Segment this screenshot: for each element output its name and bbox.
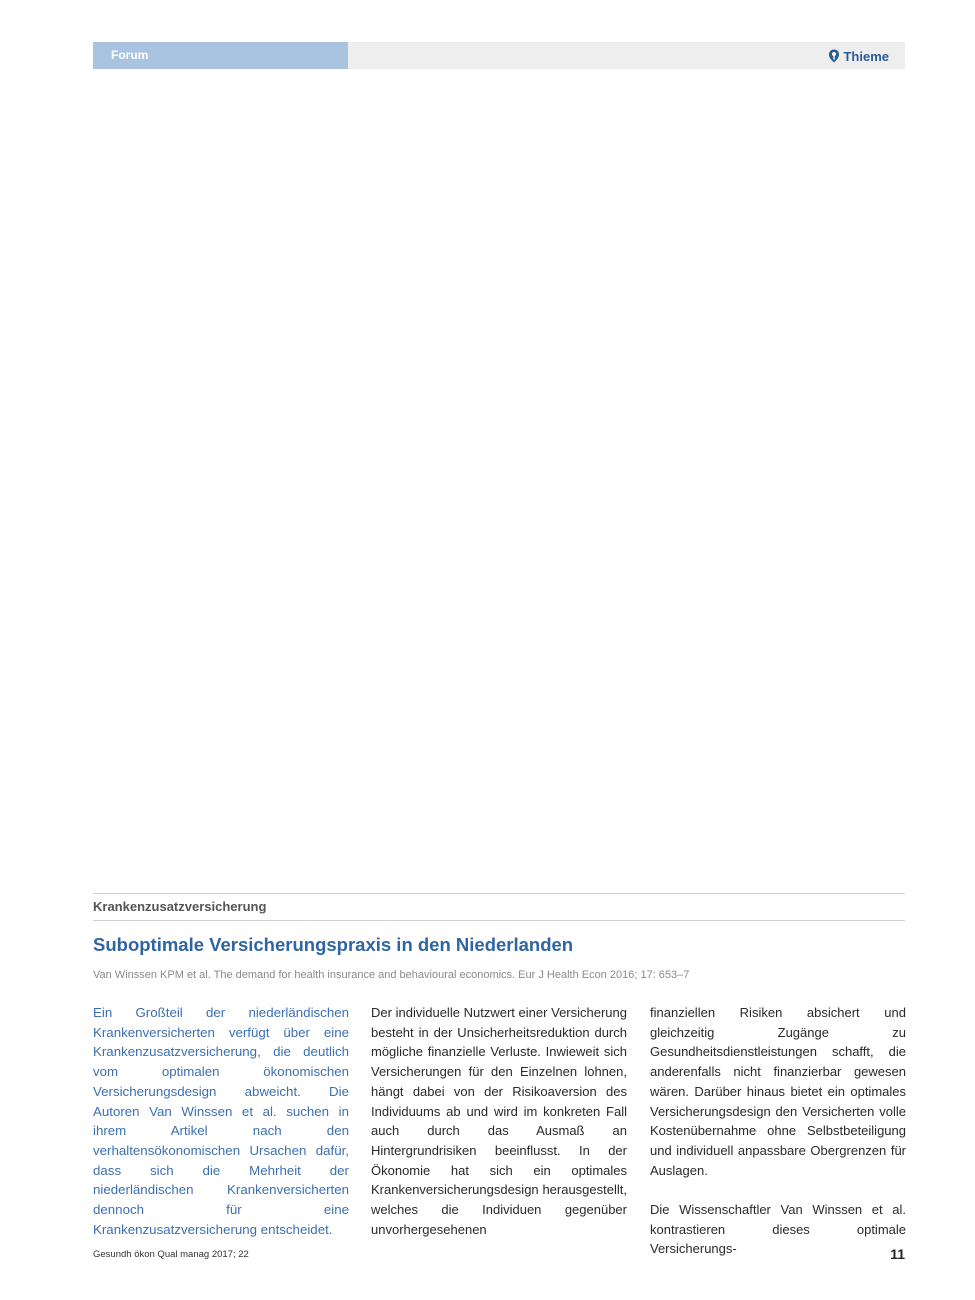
section-tab — [93, 42, 348, 69]
journal-reference: Gesundh ökon Qual manag 2017; 22 — [93, 1249, 249, 1260]
article-title: Suboptimale Versicherungspraxis in den Niederlanden — [93, 934, 574, 955]
body-paragraph: finanziellen Risiken absichert und gleichzeitig Zugänge zu Gesundheitsdienstleistungen schafft, die anderenfalls nicht finanzierbar gewesen wären. Darüber hinaus bietet ein optimales Versicherungsdesign den Versicherten volle Kostenübernahme ohne Selbstbeteiligung und individuell anpassbare Obergrenzen für Auslagen. — [650, 1005, 906, 1178]
body-column-2 — [371, 1003, 627, 1239]
publisher-name: Thieme — [843, 48, 889, 64]
body-column-3 — [650, 1003, 906, 1259]
body-paragraph: Die Wissenschaftler Van Winssen et al. kontrastieren dieses optimale Versicherungs- — [650, 1202, 906, 1257]
page-number: 11 — [890, 1246, 905, 1262]
lead-paragraph: Ein Großteil der niederländischen Krankenversicherten verfügt über eine Krankenzusatzversicherung, die deutlich vom optimalen ökonomischen Versicherungsdesign abweicht. Die Autoren Van Winssen et al. suchen in ihrem Artikel nach den verhaltensökonomischen Ursachen dafür, dass sich die Mehrheit der niederländischen Krankenversicherten dennoch für eine Krankenzusatzversicherung entscheidet. — [93, 1005, 349, 1237]
publisher-logo — [828, 47, 889, 65]
header-bar — [93, 42, 905, 69]
category-rule-top — [93, 893, 905, 894]
lead-column — [93, 1003, 349, 1239]
article-category: Krankenzusatzversicherung — [93, 899, 267, 914]
body-paragraph: Der individuelle Nutzwert einer Versicherung besteht in der Unsicherheitsreduktion durch mögliche finanzielle Verluste. Inwieweit sich Versicherungen für den Einzelnen lohnen, hängt dabei von der Risikoaversion des Individuums ab und wird im konkreten Fall auch durch das Ausmaß an Hintergrundrisiken beeinflusst. In der Ökonomie hat sich ein optimales Krankenversicherungsdesign herausgestellt, welches die Individuen gegenüber unvorhergesehenen — [371, 1005, 627, 1237]
category-rule-bottom — [93, 920, 905, 921]
section-label: Forum — [111, 48, 149, 62]
article-citation: Van Winssen KPM et al. The demand for health insurance and behavioural economics. Eur J Health Econ 2016; 17: 653–7 — [93, 969, 690, 981]
thieme-logo-icon — [828, 49, 840, 63]
